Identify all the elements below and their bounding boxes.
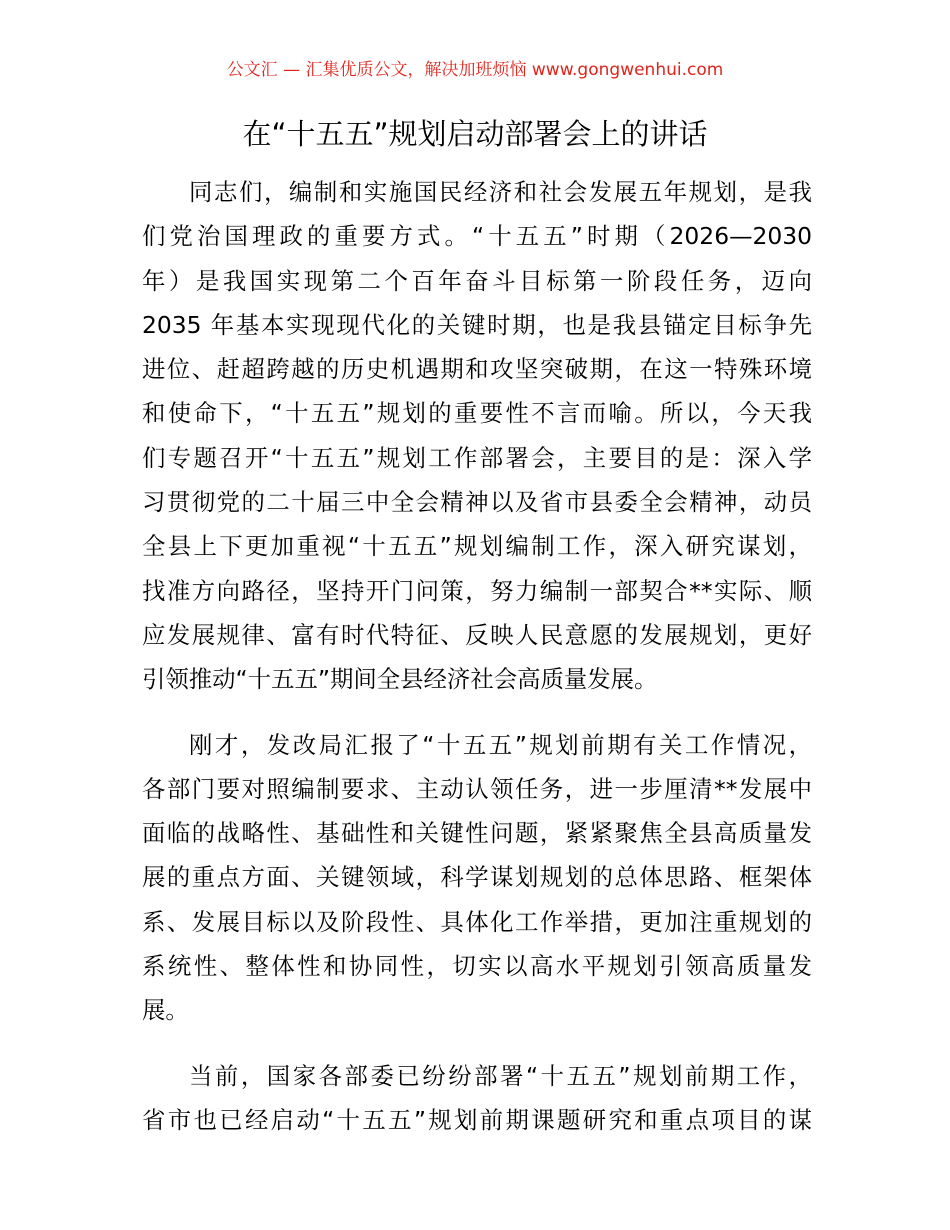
page-title: 在“十五五”规划启动部署会上的讲话 bbox=[242, 117, 708, 151]
text-line: 展。 bbox=[142, 996, 189, 1025]
text-line: 2035 年基本实现现代化的关键时期，也是我县锚定目标争先 bbox=[142, 310, 812, 339]
paragraph bbox=[142, 170, 812, 702]
text-line: 们专题召开“十五五”规划工作部署会，主要目的是：深入学 bbox=[142, 443, 812, 472]
text-line: 们党治国理政的重要方式。“十五五”时期（2026—2030 bbox=[142, 222, 812, 251]
text-line: 引领推动“十五五”期间全县经济社会高质量发展。 bbox=[142, 665, 658, 694]
text-line: 省市也已经启动“十五五”规划前期课题研究和重点项目的谋 bbox=[142, 1105, 812, 1134]
text-line: 系统性、整体性和协同性，切实以高水平规划引领高质量发 bbox=[142, 952, 812, 981]
text-line: 年）是我国实现第二个百年奋斗目标第一阶段任务，迈向 bbox=[142, 266, 812, 295]
text-line: 和使命下，“十五五”规划的重要性不言而喻。所以，今天我 bbox=[142, 399, 812, 428]
text-line: 同志们，编制和实施国民经济和社会发展五年规划，是我 bbox=[189, 178, 812, 206]
speech-body bbox=[142, 170, 812, 1163]
text-line: 当前，国家各部委已纷纷部署“十五五”规划前期工作， bbox=[189, 1061, 812, 1090]
text-line: 面临的战略性、基础性和关键性问题，紧紧聚焦全县高质量发 bbox=[142, 819, 812, 848]
text-line: 展的重点方面、关键领域，科学谋划规划的总体思路、框架体 bbox=[142, 863, 812, 892]
text-line: 进位、赶超跨越的历史机遇期和攻坚突破期，在这一特殊环境 bbox=[142, 355, 812, 384]
text-line: 找准方向路径，坚持开门问策，努力编制一部契合**实际、顺 bbox=[142, 576, 812, 605]
paragraph bbox=[142, 1054, 812, 1143]
text-line: 刚才，发改局汇报了“十五五”规划前期有关工作情况， bbox=[189, 730, 812, 759]
paragraph bbox=[142, 723, 812, 1033]
text-line: 全县上下更加重视“十五五”规划编制工作，深入研究谋划， bbox=[142, 532, 812, 561]
source-banner: 公文汇 — 汇集优质公文，解决加班烦恼 www.gongwenhui.com bbox=[226, 60, 724, 80]
text-line: 各部门要对照编制要求、主动认领任务，进一步厘清**发展中 bbox=[142, 774, 812, 803]
text-line: 应发展规律、富有时代特征、反映人民意愿的发展规划，更好 bbox=[142, 620, 812, 649]
text-line: 习贯彻党的二十届三中全会精神以及省市县委全会精神，动员 bbox=[142, 488, 812, 517]
text-line: 系、发展目标以及阶段性、具体化工作举措，更加注重规划的 bbox=[142, 907, 812, 936]
